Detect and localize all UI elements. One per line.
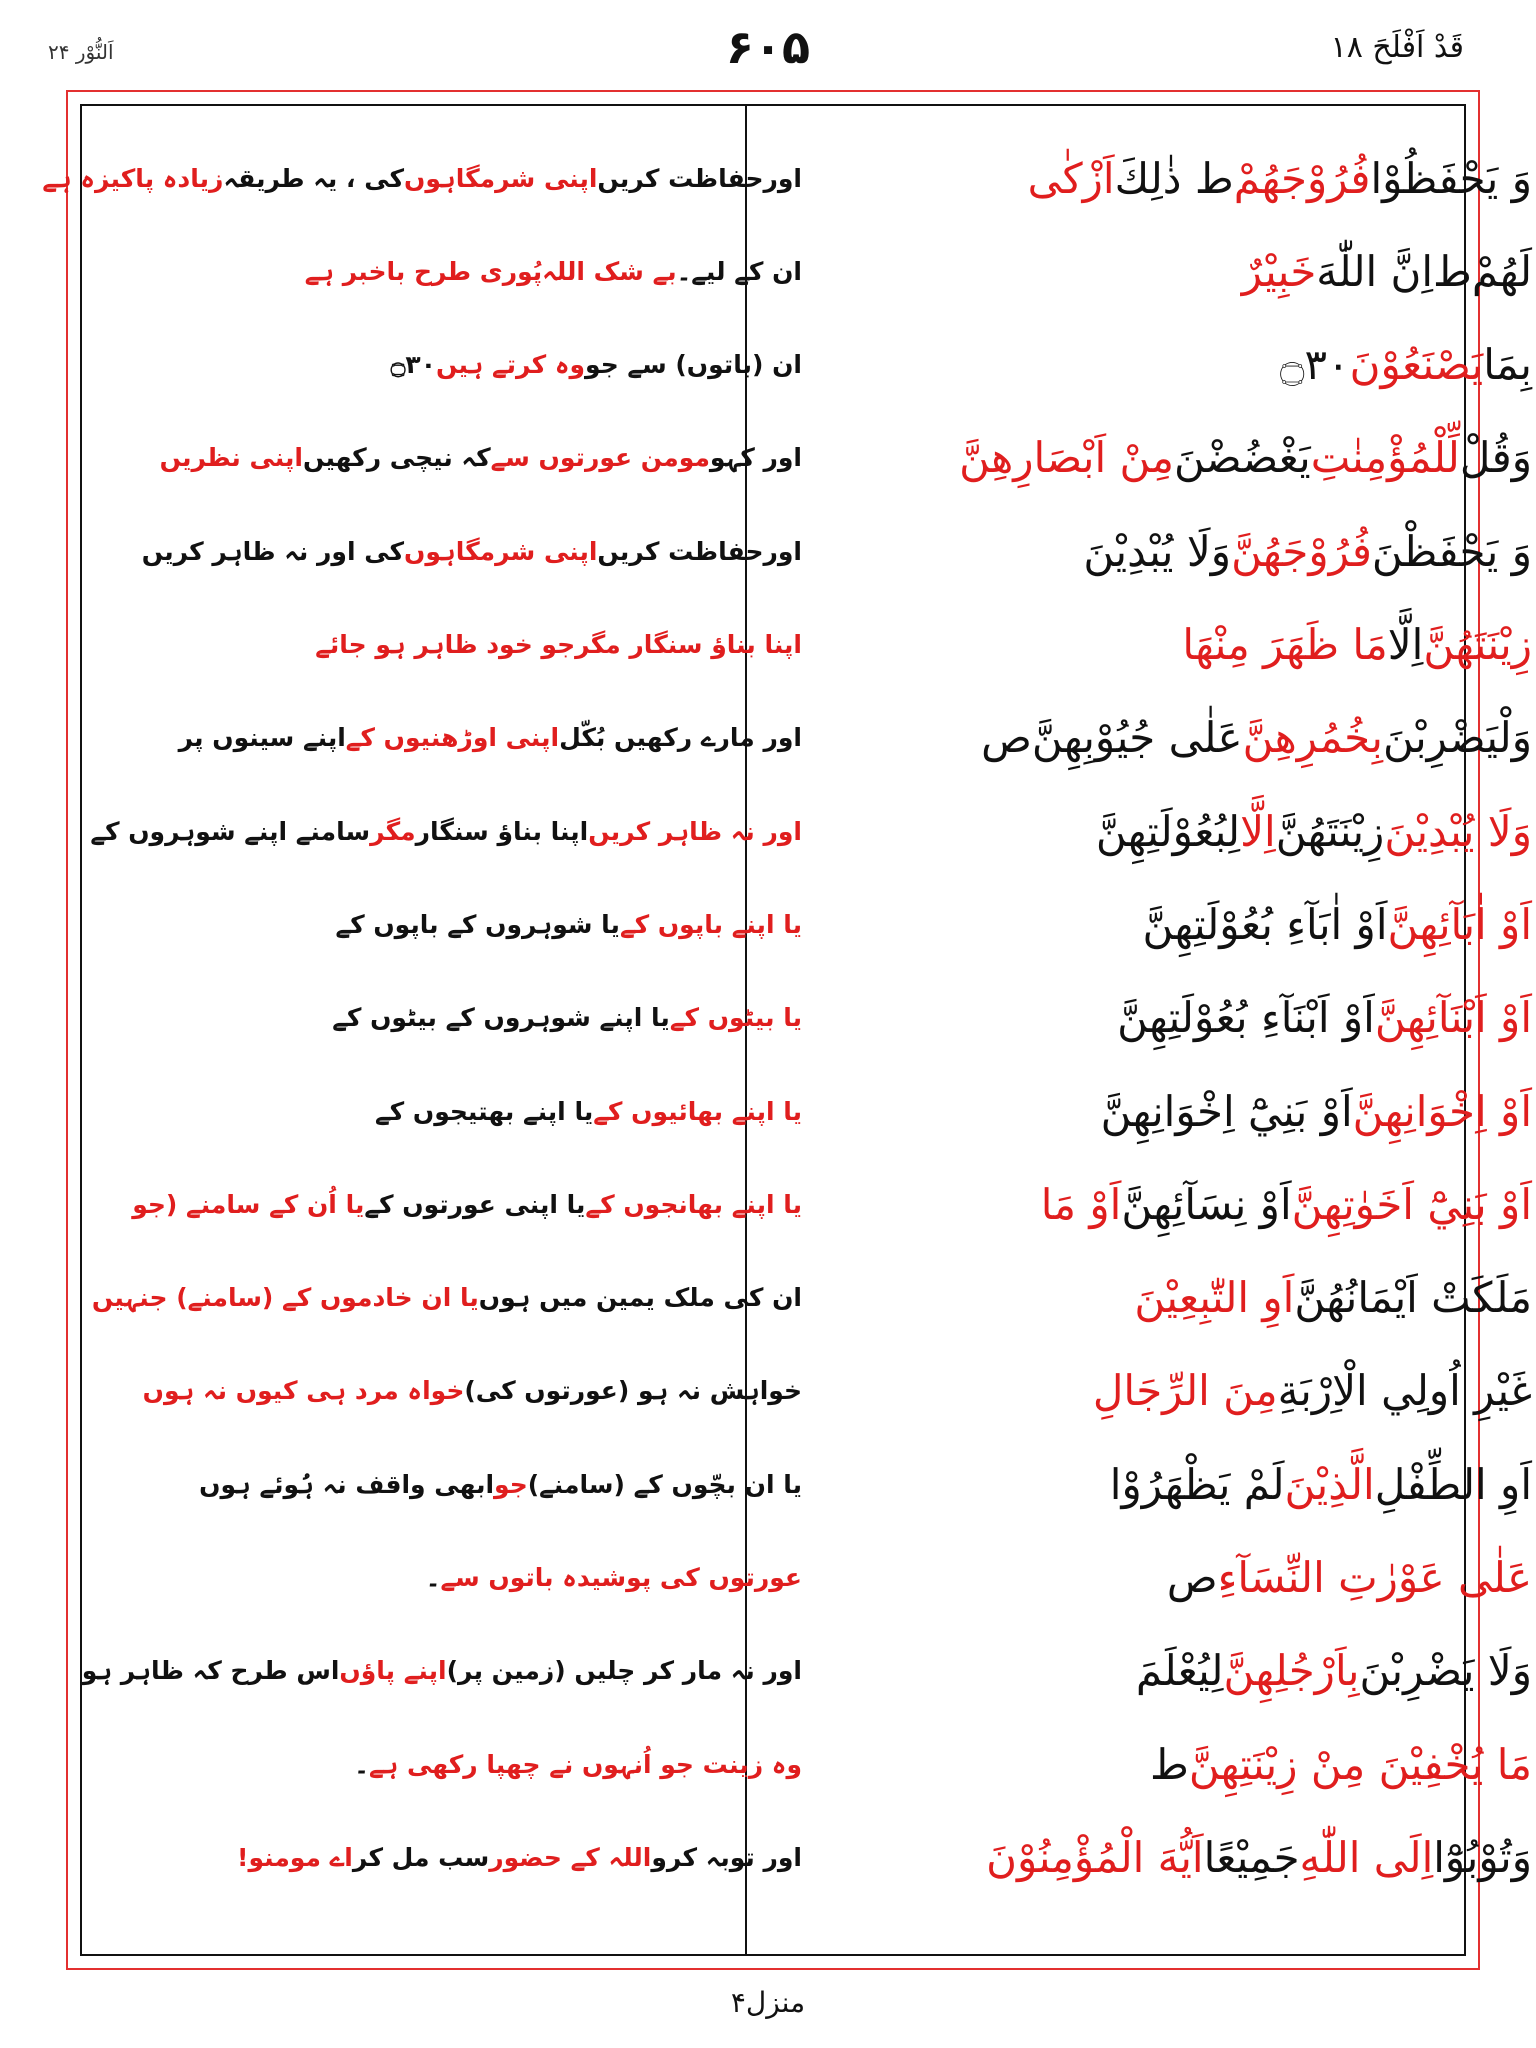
arabic-segment: اِنَّ اللّٰهَ xyxy=(1316,246,1434,296)
arabic-segment: اَوْ اَبْنَآءِ بُعُوْلَتِهِنَّ xyxy=(1117,993,1375,1043)
arabic-segment: بِخُمُرِهِنَّ xyxy=(1242,713,1383,763)
urdu-segment: مومن عورتوں سے xyxy=(490,443,710,473)
arabic-segment: اَوْ بَنِيْٓ اَخَوٰتِهِنَّ xyxy=(1291,1179,1532,1229)
arabic-segment: ط xyxy=(1433,246,1472,296)
page-number: ۶۰۵ xyxy=(725,20,811,74)
arabic-verse-text xyxy=(852,412,1532,504)
urdu-translation-text xyxy=(112,1345,802,1437)
arabic-segment: عَلٰى عَوْرٰتِ النِّسَآءِ xyxy=(1217,1553,1532,1602)
urdu-translation-text xyxy=(112,599,802,691)
verse-row xyxy=(82,505,1532,597)
urdu-segment: اپنی اوڑھنیوں کے xyxy=(345,723,560,753)
urdu-segment: اپنے سینوں پر xyxy=(178,723,346,753)
urdu-segment: اور نہ مار کر چلیں (زمین پر) xyxy=(446,1656,802,1686)
urdu-translation-text xyxy=(112,1065,802,1157)
urdu-segment: یا اپنے شوہروں کے بیٹوں کے xyxy=(332,1003,670,1033)
urdu-translation-text xyxy=(90,785,802,877)
arabic-segment: مَلَكَتْ اَيْمَانُهُنَّ xyxy=(1294,1273,1532,1323)
verse-row xyxy=(82,1252,1532,1344)
urdu-translation-text xyxy=(112,319,802,411)
urdu-translation-text xyxy=(112,412,802,504)
arabic-segment: يَصْنَعُوْنَ xyxy=(1349,340,1484,390)
urdu-segment: ان کی ملک یمین میں ہوں xyxy=(478,1283,802,1313)
arabic-segment: اَوْ اِخْوَانِهِنَّ xyxy=(1352,1086,1532,1136)
urdu-segment: ابھی واقف نہ ہُوئے ہوں xyxy=(199,1469,495,1499)
verse-row xyxy=(82,1065,1532,1157)
urdu-translation-text xyxy=(112,1438,802,1530)
arabic-segment: لَمْ يَظْهَرُوْا xyxy=(1109,1459,1285,1509)
urdu-segment: اے مومنو! xyxy=(237,1842,353,1872)
urdu-segment: اور توبہ کرو xyxy=(651,1842,802,1872)
urdu-segment: یا اپنے باپوں کے xyxy=(619,909,802,939)
arabic-segment: الَّذِيْنَ xyxy=(1284,1459,1375,1509)
arabic-segment: فُرُوْجَهُمْ xyxy=(1233,153,1371,203)
urdu-translation-text xyxy=(112,972,802,1064)
verse-row xyxy=(82,692,1532,784)
urdu-translation-text xyxy=(112,1718,802,1810)
manzil-footer: منزل۴ xyxy=(730,1986,806,2019)
urdu-segment: ۔ xyxy=(354,1749,369,1779)
arabic-verse-text xyxy=(852,1625,1532,1717)
arabic-segment: وَتُوْبُوْٓا xyxy=(1433,1832,1532,1882)
arabic-segment: اَوْ مَا xyxy=(1040,1179,1122,1229)
arabic-segment: ط xyxy=(1149,1739,1189,1789)
urdu-segment: یا اُن کے سامنے (جو xyxy=(132,1189,365,1219)
arabic-segment: بِاَرْجُلِهِنَّ xyxy=(1223,1646,1360,1696)
urdu-segment: زیادہ پاکیزہ ہے xyxy=(42,163,224,193)
urdu-segment: جو خود ظاہر ہو جائے xyxy=(315,630,576,659)
arabic-segment: وَلَا يُبْدِيْنَ xyxy=(1384,806,1532,856)
urdu-segment: اورحفاظت کریں xyxy=(597,163,802,193)
urdu-translation-text xyxy=(112,1811,802,1903)
arabic-segment: ص xyxy=(1166,1553,1218,1602)
verse-row xyxy=(82,1438,1532,1530)
arabic-segment: اَوْ اٰبَآئِهِنَّ xyxy=(1387,899,1532,949)
juz-name-header: قَدْ اَفْلَحَ ۱۸ xyxy=(1330,30,1464,65)
urdu-translation-text xyxy=(112,878,802,970)
arabic-segment: زِيْنَتَهُنَّ xyxy=(1423,620,1532,669)
urdu-translation-text xyxy=(112,1158,802,1250)
arabic-segment: زِيْنَتَهُنَّ xyxy=(1275,806,1385,856)
arabic-segment: اِلَّا xyxy=(1240,806,1276,856)
arabic-verse-text xyxy=(852,1718,1532,1810)
urdu-segment: یا ان خادموں کے (سامنے) جنہیں xyxy=(91,1283,479,1313)
urdu-segment: جو xyxy=(494,1469,528,1499)
arabic-segment: وَلْيَضْرِبْنَ xyxy=(1382,713,1532,763)
arabic-verse-text xyxy=(852,319,1532,411)
arabic-segment: لِيُعْلَمَ xyxy=(1135,1646,1224,1696)
urdu-segment: اپنی شرمگاہوں xyxy=(404,163,598,193)
arabic-segment: وَلَا يَضْرِبْنَ xyxy=(1359,1646,1532,1696)
urdu-segment: خواہش نہ ہو (عورتوں کی) xyxy=(464,1376,802,1406)
arabic-segment: اَوْ اٰبَآءِ بُعُوْلَتِهِنَّ xyxy=(1142,899,1388,949)
verse-row xyxy=(82,599,1532,691)
arabic-segment: يَغْضُضْنَ xyxy=(1173,433,1311,483)
urdu-segment: یا اپنی عورتوں کے xyxy=(364,1189,586,1219)
urdu-segment: پُوری طرح باخبر ہے xyxy=(304,256,543,286)
arabic-segment: لِبُعُوْلَتِهِنَّ xyxy=(1095,806,1241,856)
verse-row xyxy=(82,972,1532,1064)
urdu-segment: ۝۳۰ xyxy=(390,350,436,380)
surah-name-header: اَلنُّوْر ۲۴ xyxy=(48,40,114,64)
urdu-segment: اور نہ ظاہر کریں xyxy=(588,816,802,846)
arabic-segment: لَهُمْ xyxy=(1471,246,1532,296)
arabic-segment: مِنَ الرِّجَالِ xyxy=(1092,1366,1278,1416)
arabic-segment: جَمِيْعًا xyxy=(1203,1832,1300,1882)
urdu-translation-text xyxy=(112,225,802,317)
urdu-segment: اپنا بناؤ سنگار xyxy=(415,816,589,846)
urdu-translation-text xyxy=(81,1625,802,1717)
urdu-segment: بے شک اللہ xyxy=(542,256,677,286)
arabic-verse-text xyxy=(852,1811,1532,1903)
urdu-segment: سامنے اپنے شوہروں کے xyxy=(90,816,371,846)
page-header xyxy=(0,0,1536,90)
verse-row xyxy=(82,1345,1532,1437)
arabic-segment: اِلَّا xyxy=(1387,620,1424,669)
arabic-segment: بِمَا xyxy=(1483,340,1532,390)
arabic-verse-text xyxy=(852,1532,1532,1624)
urdu-segment: کہ نیچی رکھیں xyxy=(302,443,491,473)
arabic-segment: اَوْ اَبْنَآئِهِنَّ xyxy=(1374,993,1532,1043)
urdu-segment: کی ، یہ طریقہ xyxy=(223,163,405,193)
arabic-verse-text xyxy=(852,132,1532,224)
arabic-segment: اَوْ بَنِيْٓ اِخْوَانِهِنَّ xyxy=(1100,1086,1353,1136)
arabic-segment: وَلَا يُبْدِيْنَ xyxy=(1083,526,1232,576)
verse-row xyxy=(81,1625,1532,1717)
arabic-segment: خَبِيْرٌ xyxy=(1241,246,1317,296)
urdu-segment: اپنے پاؤں xyxy=(339,1656,447,1686)
verse-row xyxy=(82,785,1532,877)
urdu-segment: خواہ مرد ہی کیوں نہ ہوں xyxy=(142,1376,465,1406)
urdu-segment: اور کہو xyxy=(709,443,802,473)
arabic-segment: وَقُلْ xyxy=(1459,433,1532,483)
verse-row xyxy=(82,412,1532,504)
urdu-segment: ان (باتوں) سے جو xyxy=(585,350,802,380)
urdu-segment: سب مل کر xyxy=(352,1842,490,1872)
arabic-segment: اَوْ نِسَآئِهِنَّ xyxy=(1121,1179,1292,1229)
arabic-verse-text xyxy=(852,1158,1532,1250)
urdu-segment: اپنی شرمگاہوں xyxy=(404,536,598,566)
verse-row xyxy=(82,1158,1532,1250)
arabic-verse-text xyxy=(852,225,1532,317)
urdu-segment: اور مارے رکھیں بُکّل xyxy=(559,723,802,753)
arabic-segment: اَوِ التّٰبِعِيْنَ xyxy=(1134,1273,1295,1323)
arabic-segment: مَا يُخْفِيْنَ مِنْ زِيْنَتِهِنَّ xyxy=(1188,1739,1532,1789)
urdu-segment: اس طرح کہ ظاہر ہو xyxy=(81,1656,340,1686)
arabic-segment: ص xyxy=(981,713,1032,763)
urdu-segment: کی اور نہ ظاہر کریں xyxy=(141,536,405,566)
arabic-verse-text xyxy=(852,1438,1532,1530)
arabic-verse-text xyxy=(852,785,1532,877)
arabic-segment: وَ يَحْفَظُوْا xyxy=(1370,153,1532,203)
urdu-translation-text xyxy=(112,692,802,784)
arabic-segment: وَ يَحْفَظْنَ xyxy=(1371,526,1532,576)
urdu-segment: وہ کرتے ہیں xyxy=(435,350,586,380)
verse-row xyxy=(82,225,1532,317)
urdu-segment: یا ان بچّوں کے (سامنے) xyxy=(527,1469,802,1499)
arabic-verse-text xyxy=(852,878,1532,970)
urdu-segment: اللہ کے حضور xyxy=(489,1842,652,1872)
arabic-verse-text xyxy=(852,505,1532,597)
urdu-segment: مگر xyxy=(370,816,416,846)
arabic-verse-text xyxy=(852,1252,1532,1344)
urdu-segment: یا بیٹوں کے xyxy=(669,1003,802,1033)
arabic-verse-text xyxy=(852,1065,1532,1157)
arabic-segment: اَيُّهَ الْمُؤْمِنُوْنَ xyxy=(986,1832,1204,1882)
arabic-verse-text xyxy=(852,1345,1532,1437)
verse-row xyxy=(82,1811,1532,1903)
arabic-segment: مِنْ اَبْصَارِهِنَّ xyxy=(959,433,1174,483)
urdu-segment: یا شوہروں کے باپوں کے xyxy=(335,909,620,939)
arabic-segment: اَوِ الطِّفْلِ xyxy=(1374,1459,1532,1509)
arabic-segment: ط ذٰلِكَ xyxy=(1114,153,1234,203)
urdu-segment: اپنا بناؤ سنگار مگر xyxy=(575,630,802,659)
urdu-segment: اورحفاظت کریں xyxy=(597,536,802,566)
arabic-segment: لِّلْمُؤْمِنٰتِ xyxy=(1310,433,1460,483)
urdu-translation-text xyxy=(42,132,802,224)
urdu-translation-text xyxy=(91,1252,802,1344)
urdu-segment: یا اپنے بھتیجوں کے xyxy=(375,1096,594,1126)
arabic-verse-text xyxy=(852,692,1532,784)
arabic-segment: ۝۳۰ xyxy=(1279,340,1350,390)
verse-row xyxy=(82,1532,1532,1624)
arabic-segment: غَيْرِ اُولِي الْاِرْبَةِ xyxy=(1277,1366,1532,1416)
urdu-segment: یا اپنے بھانجوں کے xyxy=(585,1189,802,1219)
verse-row xyxy=(82,878,1532,970)
arabic-segment: اِلَى اللّٰهِ xyxy=(1299,1832,1434,1882)
arabic-segment: اَزْكٰى xyxy=(1027,153,1115,203)
urdu-segment: ان کے لیے۔ xyxy=(676,256,802,286)
urdu-translation-text xyxy=(112,1532,802,1624)
urdu-segment: عورتوں کی پوشیدہ باتوں سے xyxy=(440,1563,802,1592)
verse-row xyxy=(82,319,1532,411)
arabic-segment: عَلٰى جُيُوْبِهِنَّ xyxy=(1031,713,1243,763)
arabic-verse-text xyxy=(852,599,1532,691)
urdu-segment: اپنی نظریں xyxy=(159,443,303,473)
urdu-segment: وہ زینت جو اُنہوں نے چھپا رکھی ہے xyxy=(368,1749,802,1779)
urdu-segment: ۔ xyxy=(425,1563,441,1592)
urdu-translation-text xyxy=(112,505,802,597)
arabic-verse-text xyxy=(852,972,1532,1064)
arabic-segment: مَا ظَهَرَ مِنْهَا xyxy=(1182,620,1388,669)
verse-row xyxy=(82,1718,1532,1810)
arabic-segment: فُرُوْجَهُنَّ xyxy=(1231,526,1372,576)
urdu-segment: یا اپنے بھائیوں کے xyxy=(593,1096,802,1126)
verse-row xyxy=(42,132,1532,224)
